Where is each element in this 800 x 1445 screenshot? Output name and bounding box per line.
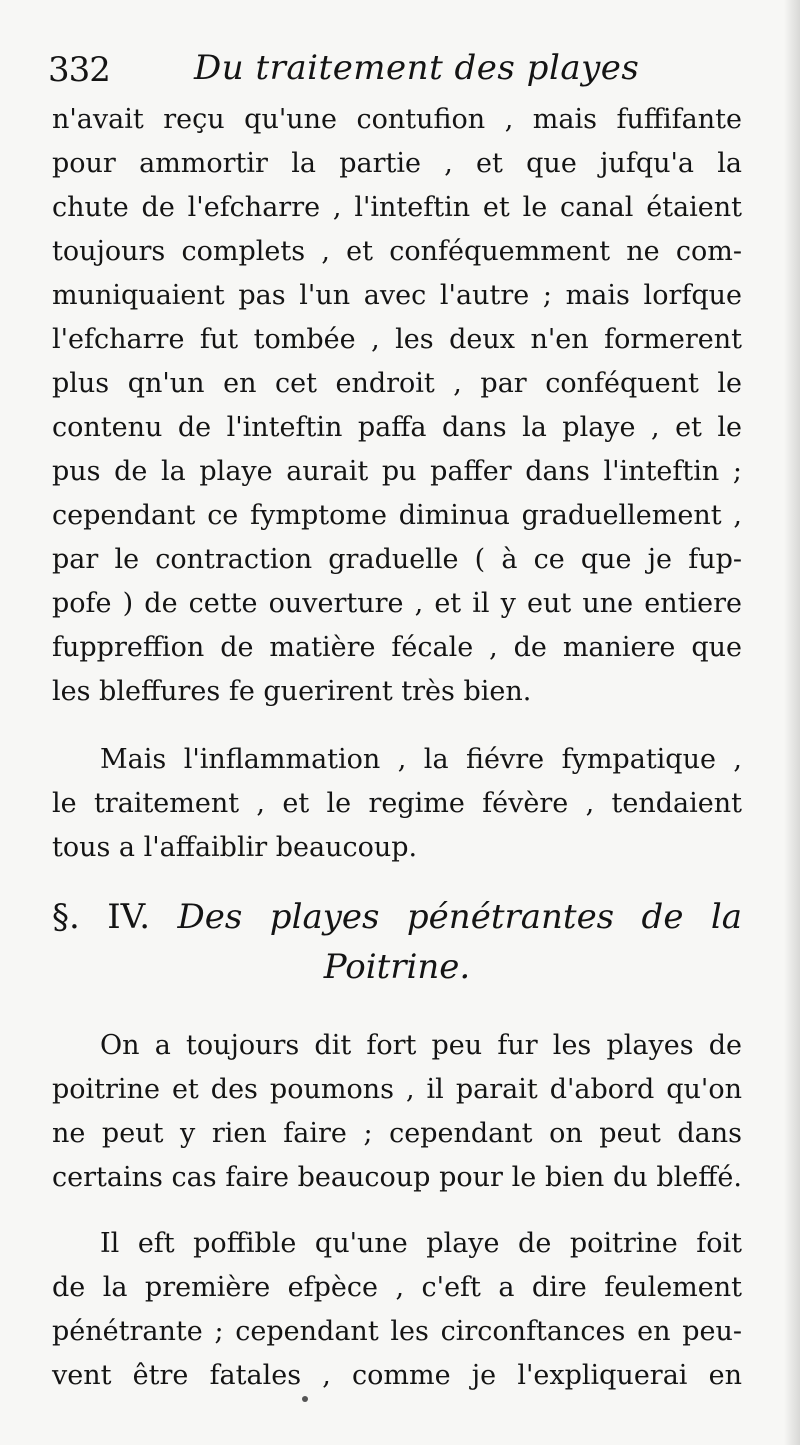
section-heading-line-1	[52, 892, 742, 942]
paragraph-3	[52, 1024, 742, 1200]
text-line: On a toujours dit fort peu fur les playes de	[100, 1030, 742, 1061]
text-line: plus qn'un en cet endroit , par conféquent le	[52, 368, 742, 399]
text-line: pour ammortir la partie , et que jufqu'a la	[52, 148, 742, 179]
text-line: pofe ) de cette ouverture , et il y eut une entiere	[52, 588, 742, 619]
paragraph-1	[52, 98, 742, 714]
text-line: muniquaient pas l'un avec l'autre ; mais lorfque	[52, 280, 742, 311]
text-line: chute de l'efcharre , l'inteftin et le canal étaient	[52, 192, 742, 223]
text-line: Mais l'inflammation , la fiévre fympatique ,	[100, 744, 742, 775]
section-title-line-2: Poitrine.	[323, 947, 471, 987]
section-number: IV.	[107, 897, 151, 937]
text-line: cependant ce fymptome diminua graduellement ,	[52, 500, 742, 531]
text-line: Il eft poffible qu'une playe de poitrine foit	[100, 1228, 742, 1259]
text-line: poitrine et des poumons , il parait d'abord qu'on	[52, 1074, 742, 1105]
text-line: les bleffures fe guerirent très bien.	[52, 676, 532, 707]
text-line: fuppreffion de matière fécale , de maniere que	[52, 632, 742, 663]
section-heading	[52, 892, 742, 992]
section-title-line-1: Des playes pénétrantes de la	[177, 897, 743, 937]
text-line: toujours complets , et conféquemment ne com-	[52, 236, 742, 267]
text-line: vent être fatales , comme je l'expliquerai en	[52, 1360, 742, 1391]
text-line: certains cas faire beaucoup pour le bien du bleffé.	[52, 1162, 742, 1193]
page-edge-shadow	[784, 0, 800, 1445]
text-line: par le contraction graduelle ( à ce que je fup-	[52, 544, 742, 575]
text-line: pus de la playe aurait pu paffer dans l'inteftin ;	[52, 456, 742, 487]
text-line: l'efcharre fut tombée , les deux n'en formerent	[52, 324, 742, 355]
page-header	[48, 44, 748, 100]
text-line: le traitement , et le regime févère , tendaient	[52, 788, 742, 819]
paragraph-4	[52, 1222, 742, 1398]
text-line: ne peut y rien faire ; cependant on peut dans	[52, 1118, 742, 1149]
page-number: 332	[48, 50, 110, 90]
text-line: n'avait reçu qu'une contufion , mais fuffifante	[52, 104, 742, 135]
text-line: de la première efpèce , c'eft a dire feulement	[52, 1272, 742, 1303]
paragraph-2	[52, 738, 742, 870]
section-mark: §.	[52, 897, 80, 937]
text-line: contenu de l'inteftin paffa dans la playe , et le	[52, 412, 742, 443]
text-line: tous a l'affaiblir beaucoup.	[52, 832, 418, 863]
text-line: pénétrante ; cependant les circonftances en peu-	[52, 1316, 742, 1347]
running-title: Du traitement des playes	[194, 48, 640, 88]
ink-speck	[302, 1396, 308, 1402]
